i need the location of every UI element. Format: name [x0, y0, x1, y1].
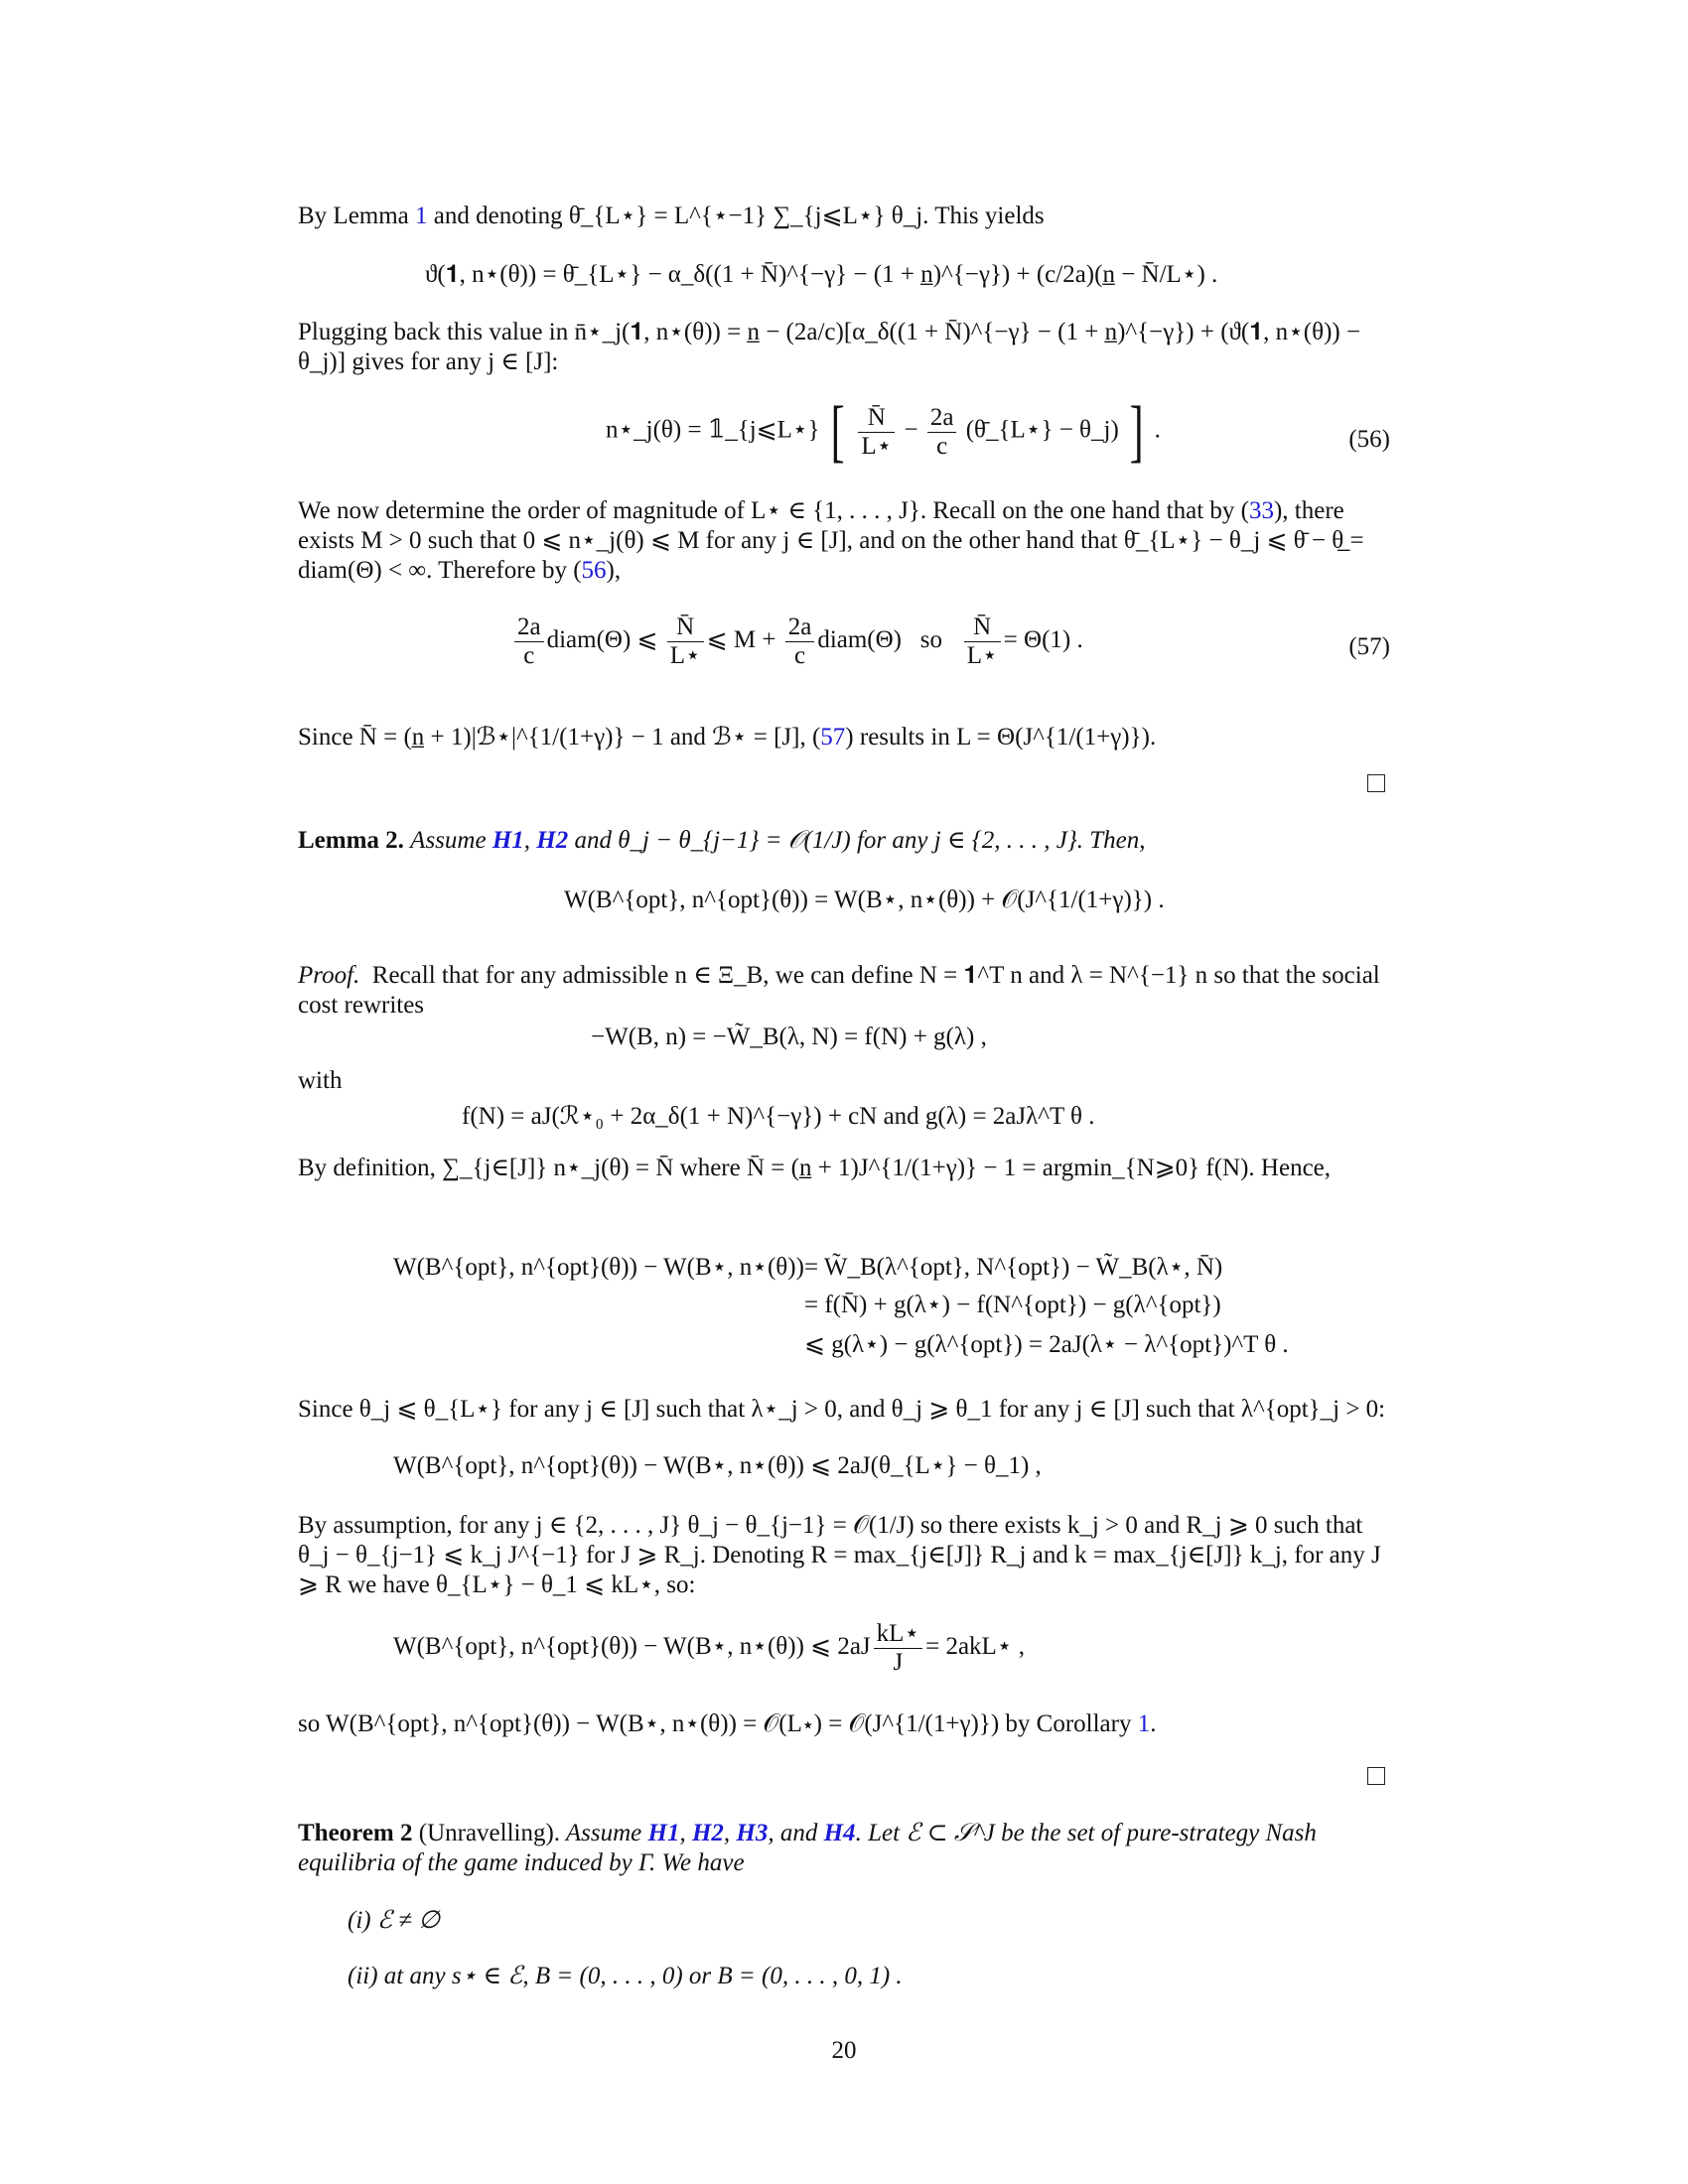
equation-56: n⋆_j(θ) = 𝟙_{j⩽L⋆} [ $\frac{N̄}{L⋆}$ − $\frac{2a}{c}$ (θ̄_{L⋆} − θ_j) ] .	[606, 393, 1161, 470]
paragraph-conclusion: so W(B^{opt}, n^{opt}(θ)) − W(B⋆, n⋆(θ)) = 𝒪(L⋆) = 𝒪(J^{1/(1+γ)}) by Corollary 1.	[298, 1710, 1157, 1737]
equation-bound-1: W(B^{opt}, n^{opt}(θ)) − W(B⋆, n⋆(θ)) ⩽ 2aJ(θ_{L⋆} − θ_1) ,	[393, 1452, 1042, 1479]
theorem-item-ii: (ii) at any s⋆ ∈ ℰ, B = (0, . . . , 0) or B = (0, . . . , 0, 1) .	[348, 1963, 903, 1989]
h1-link[interactable]: H1	[492, 827, 524, 854]
corollary-1-link[interactable]: 1	[1137, 1710, 1151, 1737]
equation-lemma-2: W(B^{opt}, n^{opt}(θ)) = W(B⋆, n⋆(θ)) + 𝒪(J^{1/(1+γ)}) .	[564, 887, 1165, 913]
text-with: with	[298, 1067, 343, 1094]
equation-number-57: (57)	[1348, 633, 1390, 660]
theorem-item-i: (i) ℰ ≠ ∅	[348, 1907, 440, 1934]
eq-56-link[interactable]: 56	[581, 557, 607, 584]
lemma-1-link[interactable]: 1	[415, 203, 428, 229]
aligned-eq-line-3: ⩽ g(λ⋆) − g(λ^{opt}) = 2aJ(λ⋆ − λ^{opt})^T θ .	[804, 1331, 1289, 1358]
qed-box	[1367, 1767, 1385, 1785]
eq-33-link[interactable]: 33	[1248, 497, 1274, 524]
equation-social-cost: −W(B, n) = −W̃_B(λ, N) = f(N) + g(λ) ,	[591, 1024, 987, 1050]
equation-f-g: f(N) = aJ(ℛ⋆₀ + 2α_δ(1 + N)^{−γ}) + cN and g(λ) = 2aJλ^T θ .	[462, 1103, 1095, 1130]
theorem-2: Theorem 2 (Unravelling). Assume H1, H2, H3, and H4. Let ℰ ⊂ 𝒮^J be the set of pure-strategy Nash equilibria of the game induced by Γ. We have	[298, 1820, 1317, 1876]
paragraph-since-nbar: Since N̄ = (n̲ + 1)|ℬ⋆|^{1/(1+γ)} − 1 and ℬ⋆ = [J], (57) results in L = Θ(J^{1/(1+γ)}).	[298, 724, 1157, 751]
paragraph-lemma1-ref: By Lemma 1 and denoting θ̄_{L⋆} = L^{⋆−1} ∑_{j⩽L⋆} θ_j. This yields	[298, 203, 1045, 229]
equation-bound-2: W(B^{opt}, n^{opt}(θ)) − W(B⋆, n⋆(θ)) ⩽ 2aJ $\frac{kL⋆}{J}$ = 2akL⋆ ,	[393, 1620, 1025, 1676]
aligned-eq-line-1: = W̃_B(λ^{opt}, N^{opt}) − W̃_B(λ⋆, N̄)	[804, 1254, 1223, 1281]
paragraph-by-assumption: By assumption, for any j ∈ {2, . . . , J} θ_j − θ_{j−1} = 𝒪(1/J) so there exists k_j > 0 and R_j ⩾ 0 such that θ_j − θ_{j−1} ⩽ k_j J^{−1} for J ⩾ R_j. Denoting R = max_{j∈[J]} R_j and k = max_{j∈[J]} k_j, for any J ⩾ R we have θ_{L⋆} − θ_1 ⩽ kL⋆, so:	[298, 1512, 1381, 1598]
paragraph-order-of-magnitude: We now determine the order of magnitude of L⋆ ∈ {1, . . . , J}. Recall on the one hand that by (33), there exists M > 0 such that 0 ⩽ n⋆_j(θ) ⩽ M for any j ∈ [J], and on the other hand that θ̄_{L⋆} − θ_j ⩽ θ̄ − θ̲ = diam(Θ) < ∞. Therefore by (56),	[298, 497, 1364, 584]
page-number: 20	[831, 2037, 857, 2064]
qed-box	[1367, 774, 1385, 792]
paragraph-since-theta: Since θ_j ⩽ θ_{L⋆} for any j ∈ [J] such that λ⋆_j > 0, and θ_j ⩾ θ_1 for any j ∈ [J] such that λ^{opt}_j > 0:	[298, 1396, 1386, 1423]
h2-link[interactable]: H2	[691, 1820, 724, 1846]
paragraph-plugging-back: Plugging back this value in n̄⋆_j(𝟏, n⋆(θ)) = n̲ − (2a/c)[α_δ((1 + N̄)^{−γ} − (1 + n̲)^{−γ}) + (ϑ(𝟏, n⋆(θ)) − θ_j)] gives for any j ∈ [J]:	[298, 319, 1361, 375]
aligned-eq-line-2: = f(N̄) + g(λ⋆) − f(N^{opt}) − g(λ^{opt})	[804, 1292, 1221, 1318]
equation-57: $\frac{2a}{c}$ diam(Θ) ⩽ $\frac{N̄}{L⋆}$ ⩽ M + $\frac{2a}{c}$ diam(Θ) so $\frac{N̄}{L⋆}$ = Θ(1) .	[511, 614, 1083, 670]
paragraph-by-definition: By definition, ∑_{j∈[J]} n⋆_j(θ) = N̄ where N̄ = (n̲ + 1)J^{1/(1+γ)} − 1 = argmin_{N⩾0} f(N). Hence,	[298, 1155, 1332, 1181]
equation-vartheta: ϑ(𝟏, n⋆(θ)) = θ̄_{L⋆} − α_δ((1 + N̄)^{−γ} − (1 + n̲)^{−γ}) + (c/2a)(n̲ − N̄/L⋆) .	[425, 261, 1218, 288]
h4-link[interactable]: H4	[823, 1820, 856, 1846]
h1-link[interactable]: H1	[647, 1820, 680, 1846]
equation-number-56: (56)	[1348, 426, 1390, 453]
h2-link[interactable]: H2	[536, 827, 569, 854]
eq-57-link[interactable]: 57	[820, 724, 846, 751]
lemma-2: Lemma 2. Assume H1, H2 and θ_j − θ_{j−1} = 𝒪(1/J) for any j ∈ {2, . . . , J}. Then,	[298, 827, 1146, 854]
aligned-eq-lhs: W(B^{opt}, n^{opt}(θ)) − W(B⋆, n⋆(θ))	[393, 1254, 804, 1281]
h3-link[interactable]: H3	[736, 1820, 769, 1846]
proof-paragraph: Proof. Recall that for any admissible n ∈ Ξ_B, we can define N = 𝟏^T n and λ = N^{−1} n so that the social cost rewrites	[298, 962, 1380, 1019]
